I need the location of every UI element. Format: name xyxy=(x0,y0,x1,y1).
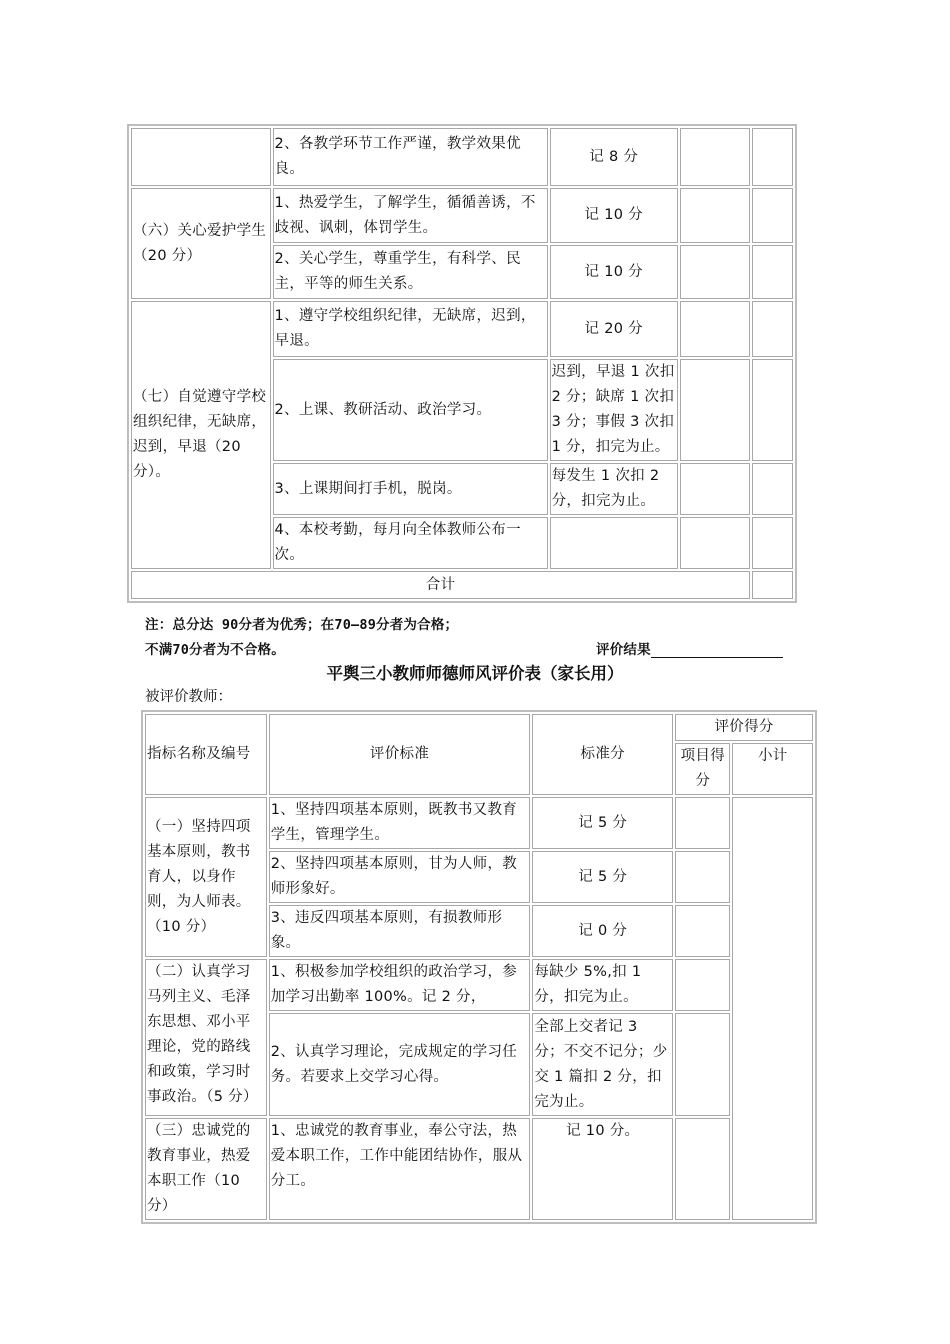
standard-score-cell: 记 8 分 xyxy=(550,128,678,186)
item-score-cell xyxy=(680,359,750,461)
subtotal-cell xyxy=(752,188,793,243)
category-cell: （六）关心爱护学生（20 分） xyxy=(131,188,271,299)
standard-score-cell: 每发生 1 次扣 2 分，扣完为止。 xyxy=(550,463,678,515)
item-score-cell xyxy=(680,245,750,299)
standard-score-cell: 记 10 分 xyxy=(550,188,678,243)
item-score-cell xyxy=(680,517,750,569)
standard-score-cell: 记 20 分 xyxy=(550,301,678,357)
standard-score-cell: 记 10 分 xyxy=(550,245,678,299)
subtotal-cell xyxy=(752,517,793,569)
criterion-cell: 2、各教学环节工作严谨，教学效果优良。 xyxy=(273,128,548,186)
criterion-cell: 2、坚持四项基本原则，甘为人师，教师形象好。 xyxy=(269,851,531,903)
criterion-cell: 1、遵守学校组织纪律，无缺席，迟到，早退。 xyxy=(273,301,548,357)
evaluation-table-continued xyxy=(127,124,797,603)
criterion-cell: 4、本校考勤，每月向全体教师公布一次。 xyxy=(273,517,548,569)
standard-score-cell: 每缺少 5%,扣 1 分，扣完为止。 xyxy=(532,959,673,1011)
category-cell: （三）忠诚党的教育事业，热爱本职工作（10 分） xyxy=(145,1118,267,1220)
header-standard-score: 标准分 xyxy=(532,714,673,795)
standard-score-cell: 记 5 分 xyxy=(532,851,673,903)
total-row xyxy=(131,571,793,599)
standard-score-cell xyxy=(550,517,678,569)
category-cell: （一）坚持四项基本原则，教书育人，以身作则，为人师表。（10 分） xyxy=(145,797,267,957)
item-score-cell xyxy=(675,1118,730,1220)
form-title: 平舆三小教师师德师风评价表（家长用） xyxy=(326,664,624,683)
evaluation-result-label: 评价结果 xyxy=(596,642,651,658)
standard-score-cell: 记 0 分 xyxy=(532,905,673,957)
item-score-cell xyxy=(675,1013,730,1116)
criterion-cell: 3、违反四项基本原则，有损教师形象。 xyxy=(269,905,531,957)
evaluated-teacher-label: 被评价教师： xyxy=(145,689,232,705)
subtotal-cell xyxy=(752,301,793,357)
header-item-score: 项目得分 xyxy=(675,743,730,795)
item-score-cell xyxy=(675,797,730,849)
criterion-cell: 2、认真学习理论，完成规定的学习任务。若要求上交学习心得。 xyxy=(269,1013,531,1116)
criterion-cell: 2、关心学生，尊重学生，有科学、民主，平等的师生关系。 xyxy=(273,245,548,299)
header-criterion: 评价标准 xyxy=(269,714,531,795)
subtotal-cell xyxy=(752,463,793,515)
table-row xyxy=(145,1118,813,1220)
standard-score-cell: 全部上交者记 3 分；不交不记分；少交 1 篇扣 2 分，扣完为止。 xyxy=(532,1013,673,1116)
total-label: 合计 xyxy=(131,571,750,599)
criterion-cell: 3、上课期间打手机，脱岗。 xyxy=(273,463,548,515)
item-score-cell xyxy=(680,128,750,186)
item-score-cell xyxy=(680,463,750,515)
evaluation-result xyxy=(596,638,783,658)
standard-score-cell: 记 5 分 xyxy=(532,797,673,849)
criterion-cell: 1、热爱学生，了解学生，循循善诱，不歧视、讽刺，体罚学生。 xyxy=(273,188,548,243)
standard-score-cell: 迟到，早退 1 次扣 2 分；缺席 1 次扣 3 分；事假 3 次扣 1 分，扣完为止。 xyxy=(550,359,678,461)
criterion-cell: 2、上课、教研活动、政治学习。 xyxy=(273,359,548,461)
criterion-cell: 1、积极参加学校组织的政治学习，参加学习出勤率 100%。记 2 分， xyxy=(269,959,531,1011)
subtotal-cell xyxy=(752,359,793,461)
item-score-cell xyxy=(680,188,750,243)
item-score-cell xyxy=(680,301,750,357)
table-row xyxy=(145,959,813,1011)
total-value-cell xyxy=(752,571,793,599)
header-indicator: 指标名称及编号 xyxy=(145,714,267,795)
scoring-note-line2: 不满70分者为不合格。 xyxy=(145,642,285,658)
category-cell-empty xyxy=(131,128,271,186)
item-score-cell xyxy=(675,905,730,957)
table-row xyxy=(145,797,813,849)
header-score-group: 评价得分 xyxy=(675,714,813,741)
item-score-cell xyxy=(675,959,730,1011)
subtotal-cell xyxy=(752,245,793,299)
category-cell: （二）认真学习马列主义、毛泽东思想、邓小平理论，党的路线和政策，学习时事政治。（5 分） xyxy=(145,959,267,1116)
standard-score-cell: 记 10 分。 xyxy=(532,1118,673,1220)
header-row xyxy=(145,714,813,741)
parent-evaluation-table xyxy=(141,710,817,1224)
table-row xyxy=(131,128,793,186)
criterion-cell: 1、忠诚党的教育事业，奉公守法，热爱本职工作，工作中能团结协作，服从分工。 xyxy=(269,1118,531,1220)
header-subtotal: 小计 xyxy=(732,743,813,795)
category-cell: （七）自觉遵守学校组织纪律，无缺席，迟到，早退（20 分）。 xyxy=(131,301,271,569)
criterion-cell: 1、坚持四项基本原则，既教书又教育学生，管理学生。 xyxy=(269,797,531,849)
table-row xyxy=(131,301,793,357)
scoring-note: 注：总分达 90分者为优秀；在70—89分者为合格； xyxy=(145,617,459,633)
item-score-cell xyxy=(675,851,730,903)
subtotal-cell xyxy=(732,797,813,1220)
evaluation-result-blank xyxy=(651,641,783,658)
table-row xyxy=(131,188,793,243)
subtotal-cell xyxy=(752,128,793,186)
